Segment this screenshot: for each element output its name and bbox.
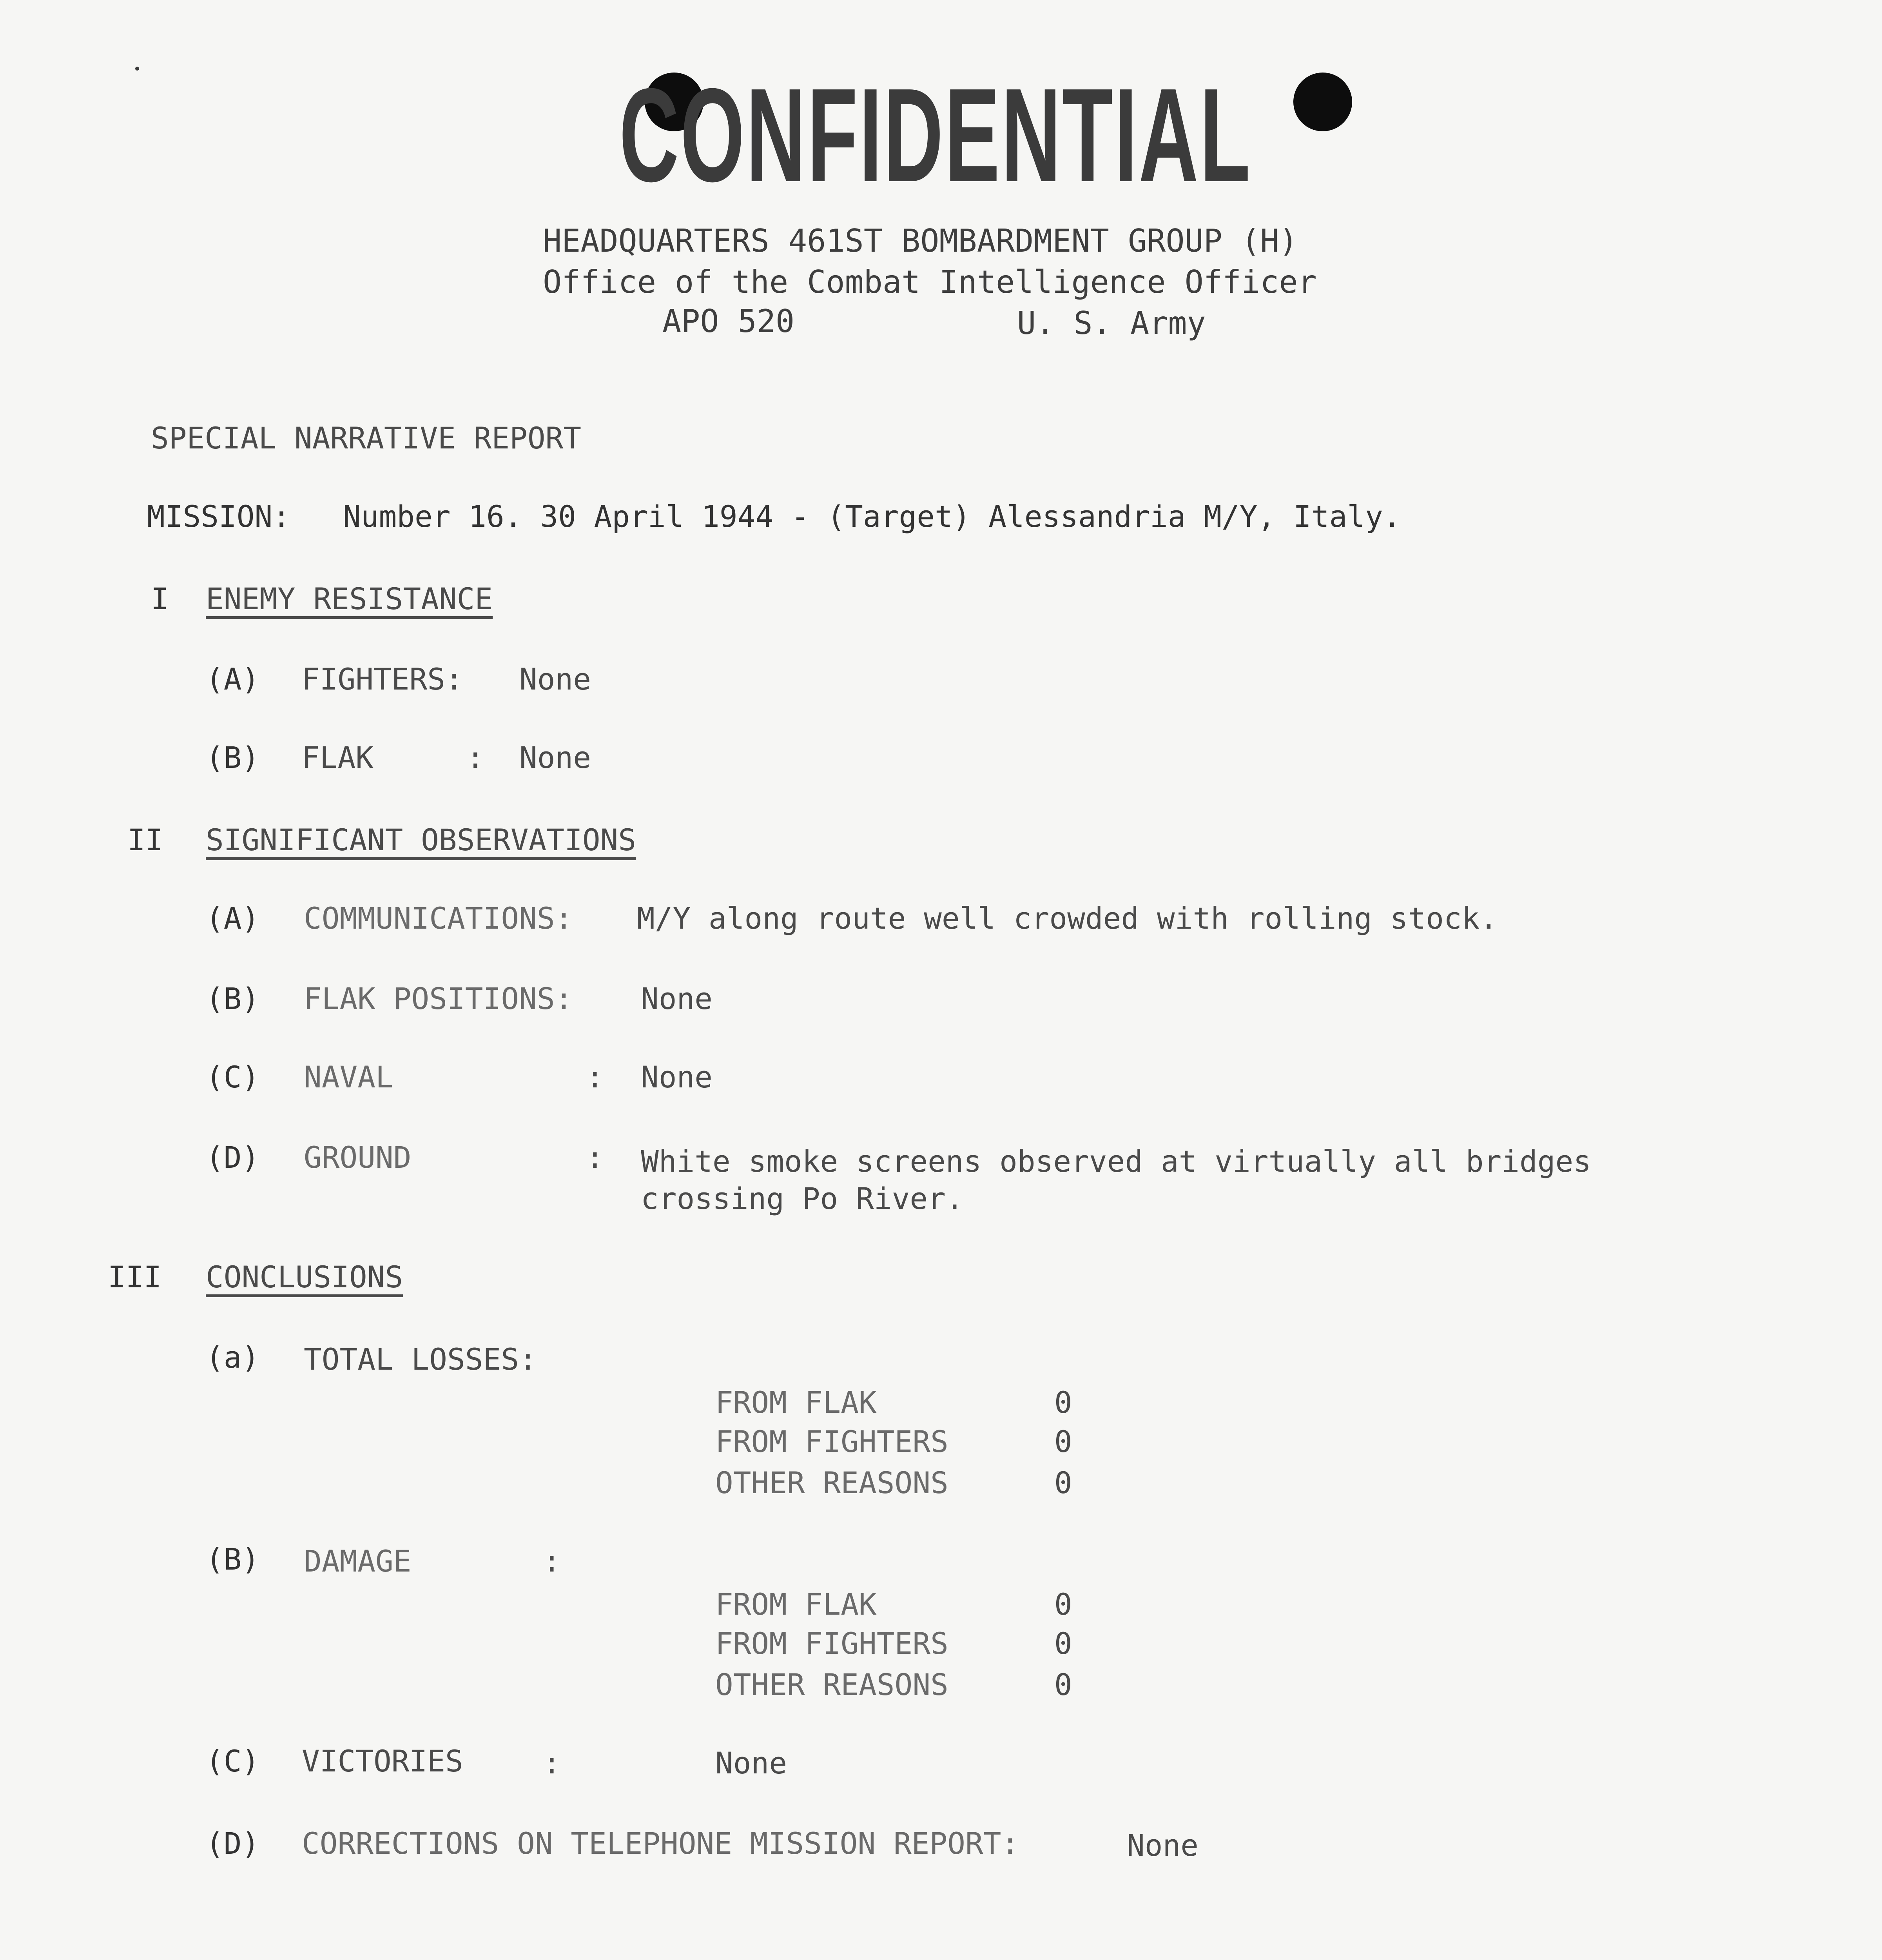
confidential-stamp-top: CONFIDENTIAL	[619, 61, 1252, 210]
header-unit: HEADQUARTERS 461ST BOMBARDMENT GROUP (H)	[543, 223, 1298, 259]
flak-label: FLAK	[302, 740, 374, 775]
corrections-label: CORRECTIONS ON TELEPHONE MISSION REPORT:	[302, 1826, 1019, 1861]
victories-value: None	[715, 1746, 787, 1780]
header-army: U. S. Army	[1017, 305, 1206, 341]
item-key: (D)	[206, 1140, 260, 1175]
section-3-title: CONCLUSIONS	[206, 1259, 403, 1294]
damage-row-label: FROM FLAK	[715, 1587, 877, 1622]
damage-separator: :	[543, 1544, 561, 1579]
victories-separator: :	[543, 1746, 561, 1780]
victories-label: VICTORIES	[302, 1744, 463, 1779]
item-key: (A)	[206, 901, 260, 936]
section-2-number: II	[127, 822, 163, 857]
item-key: (C)	[206, 1060, 260, 1094]
losses-row-label: OTHER REASONS	[715, 1465, 948, 1500]
item-key: (D)	[206, 1826, 260, 1861]
item-key: (a)	[206, 1340, 260, 1375]
ground-value-line2: crossing Po River.	[641, 1181, 964, 1216]
report-title: SPECIAL NARRATIVE REPORT	[151, 421, 582, 456]
damage-row-label: OTHER REASONS	[715, 1667, 948, 1702]
communications-value: M/Y along route well crowded with rolling stock.	[637, 901, 1498, 936]
mission-text: Number 16. 30 April 1944 - (Target) Alessandria M/Y, Italy.	[343, 499, 1401, 534]
losses-row-label: FROM FIGHTERS	[715, 1424, 948, 1459]
total-losses-label: TOTAL LOSSES:	[304, 1342, 537, 1377]
section-3-number: III	[108, 1259, 162, 1294]
naval-label: NAVAL	[304, 1060, 393, 1094]
section-2-title: SIGNIFICANT OBSERVATIONS	[206, 822, 636, 857]
losses-row-value: 0	[1054, 1465, 1072, 1500]
flak-positions-value: None	[641, 981, 713, 1016]
damage-row-value: 0	[1054, 1587, 1072, 1622]
header-office: Office of the Combat Intelligence Officer	[543, 264, 1317, 300]
damage-row-value: 0	[1054, 1626, 1072, 1661]
item-key: (B)	[206, 1542, 260, 1577]
damage-row-value: 0	[1054, 1667, 1072, 1702]
item-key: (A)	[206, 662, 260, 697]
item-key: (B)	[206, 740, 260, 775]
fighters-label: FIGHTERS:	[302, 662, 463, 697]
mission-label: MISSION:	[147, 499, 291, 534]
flak-positions-label: FLAK POSITIONS:	[304, 981, 573, 1016]
section-1-title: ENEMY RESISTANCE	[206, 581, 493, 616]
naval-separator: :	[586, 1060, 604, 1094]
ground-value-line1: White smoke screens observed at virtually all bridges	[641, 1144, 1592, 1179]
ground-label: GROUND	[304, 1140, 412, 1175]
item-key: (C)	[206, 1744, 260, 1779]
communications-label: COMMUNICATIONS:	[304, 901, 573, 936]
losses-row-value: 0	[1054, 1385, 1072, 1420]
punch-hole-right	[1293, 73, 1352, 131]
losses-row-label: FROM FLAK	[715, 1385, 877, 1420]
corrections-value: None	[1127, 1828, 1199, 1863]
fighters-value: None	[519, 662, 591, 697]
naval-value: None	[641, 1060, 713, 1094]
item-key: (B)	[206, 981, 260, 1016]
losses-row-value: 0	[1054, 1424, 1072, 1459]
ground-separator: :	[586, 1140, 604, 1175]
header-apo: APO 520	[662, 303, 795, 339]
flak-value: None	[519, 740, 591, 775]
flak-separator: :	[466, 740, 484, 775]
section-1-number: I	[151, 581, 169, 616]
damage-row-label: FROM FIGHTERS	[715, 1626, 948, 1661]
ink-speck	[135, 67, 139, 71]
damage-label: DAMAGE	[304, 1544, 412, 1579]
